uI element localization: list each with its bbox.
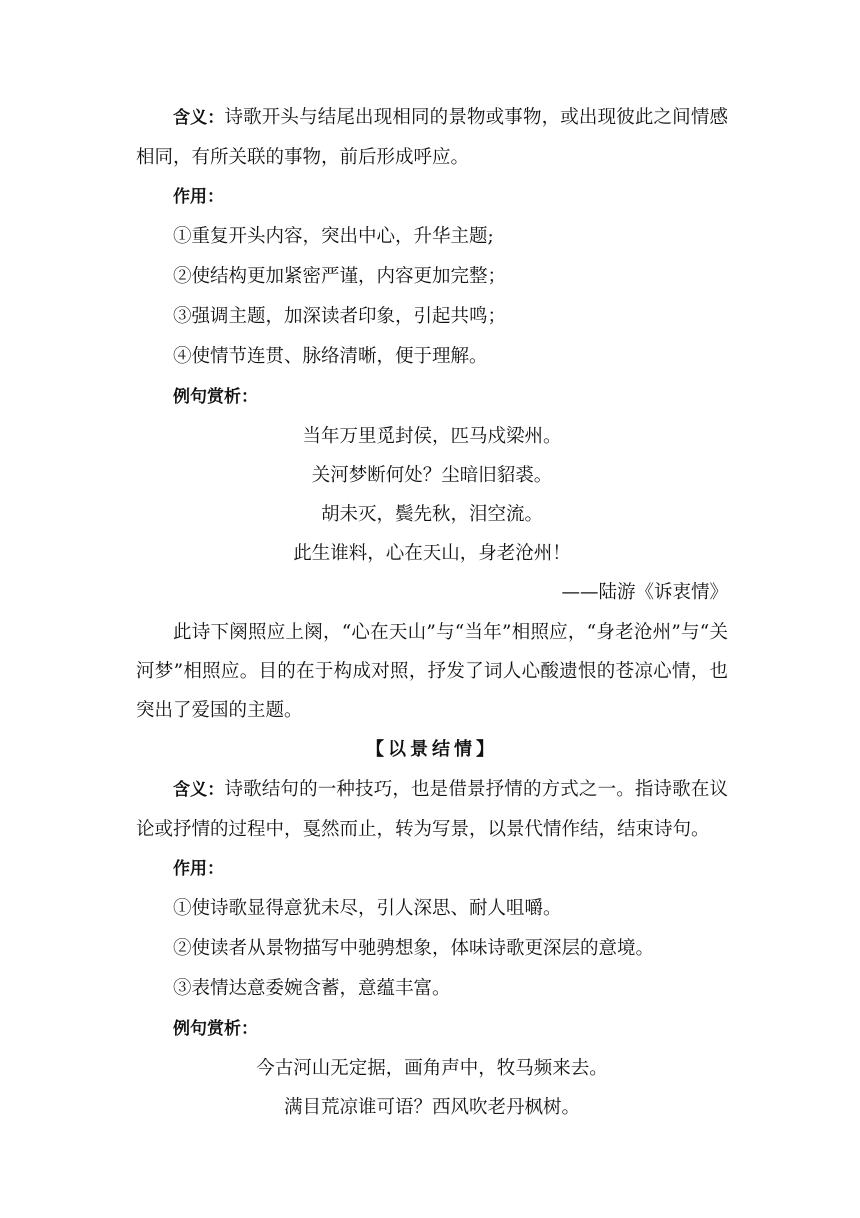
poem-line: 关河梦断何处？尘暗旧貂裘。 [311,465,553,486]
poem-attribution: ——陆游《诉衷情》 [561,582,728,603]
effect-item: ①重复开头内容，突出中心，升华主题; [173,226,494,247]
example-label: 例句赏析： [173,387,258,407]
meaning-paragraph-2 [136,770,728,849]
section-heading: 【以景结情】 [366,739,498,760]
effect-label-row [136,177,728,217]
meaning-paragraph-1 [136,98,728,177]
poem-line: 当年万里觅封侯，匹马戍梁州。 [302,426,562,447]
meaning-label: 含义： [173,780,225,800]
effect-item: ②使结构更加紧密严谨，内容更加完整； [173,266,507,287]
poem-line: 胡未灭，鬓先秋，泪空流。 [320,504,543,525]
effect-label: 作用： [173,859,224,879]
meaning-text: 诗歌开头与结尾出现相同的景物或事物，或出现彼此之间情感相同，有所关联的事物，前后形成呼应。 [136,107,728,168]
meaning-label: 含义： [173,108,225,128]
poem-line: 满目荒凉谁可语？西风吹老丹枫树。 [283,1097,580,1118]
poem-line: 此生谁料，心在天山，身老沧州！ [293,543,571,564]
effect-item: ①使诗歌显得意犹未尽，引人深思、耐人咀嚼。 [173,898,562,919]
effect-item: ③表情达意委婉含蓄，意蕴丰富。 [173,978,451,999]
example-label-row [136,377,728,417]
poem-line: 今古河山无定据，画角声中，牧马频来去。 [256,1058,608,1079]
document-page [136,98,728,1127]
effect-item: ②使读者从景物描写中驰骋想象，体味诗歌更深层的意境。 [173,938,655,959]
effect-label-row [136,849,728,889]
example-label-row [136,1009,728,1049]
effect-item: ④使情节连贯、脉络清晰，便于理解。 [173,346,488,367]
meaning-text: 诗歌结句的一种技巧，也是借景抒情的方式之一。指诗歌在议论或抒情的过程中，戛然而止，转为写景，以景代情作结，结束诗句。 [136,779,728,840]
analysis-paragraph: 此诗下阕照应上阕，“心在天山”与“当年”相照应，“身老沧州”与“关河梦”相照应。目的在于构成对照，抒发了词人心酸遗恨的苍凉心情，也突出了爱国的主题。 [136,622,728,721]
effect-label: 作用： [173,187,224,207]
effect-item: ③强调主题，加深读者印象，引起共鸣； [173,306,507,327]
example-label: 例句赏析： [173,1019,258,1039]
